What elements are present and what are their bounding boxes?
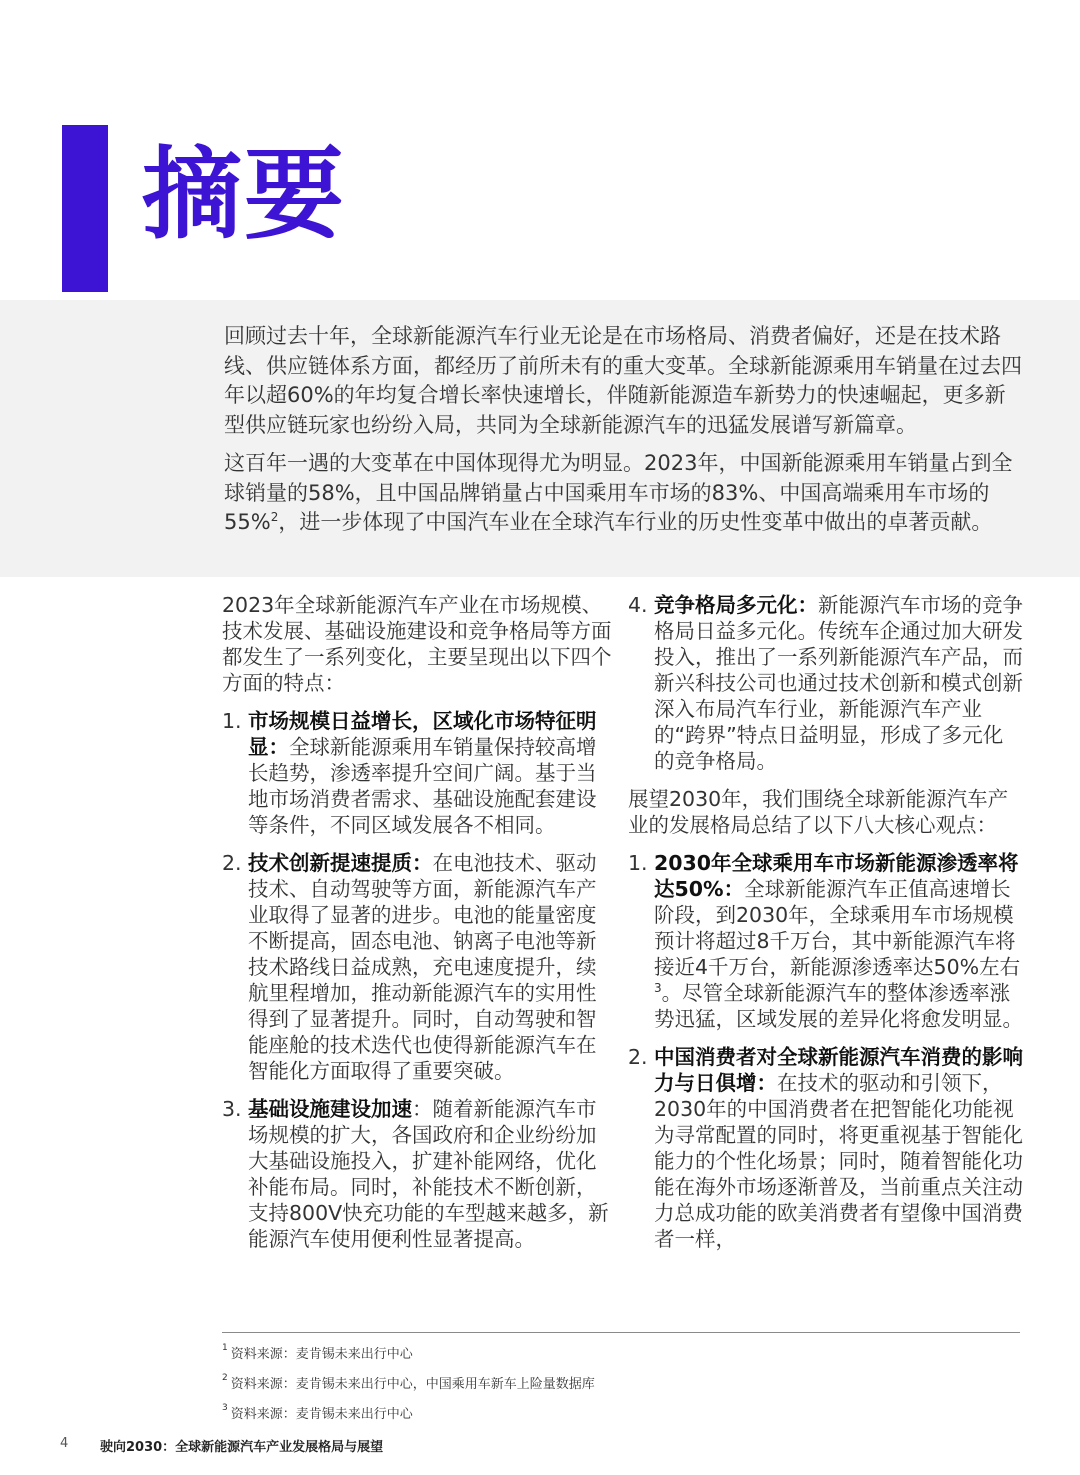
title-accent-bar [62,125,108,292]
page-number: 4 [60,1436,69,1451]
item-heading: 技术创新提速提质： [248,851,433,875]
list-item [222,708,614,838]
running-title: 驶向2030：全球新能源汽车产业发展格局与展望 [100,1440,384,1455]
list-number: 2. [628,1045,648,1069]
list-number: 4. [628,593,648,617]
list-number: 1. [222,709,242,733]
list-item [628,592,1023,774]
item-heading: 基础设施建设加速 [248,1097,412,1121]
item-heading: 市场规模日益增长，区域化市场特征明显： [248,709,597,759]
list-item [628,850,1023,1032]
item-heading: 2030年全球乘用车市场新能源渗透率将达50%： [654,851,1019,901]
intro-text [224,322,1024,547]
list-number: 1. [628,851,648,875]
item-text: 。尽管全球新能源汽车的整体渗透率涨势迅猛，区域发展的差异化将愈发明显。 [654,981,1023,1031]
outlook-paragraph: 展望2030年，我们围绕全球新能源汽车产业的发展格局总结了以下八大核心观点： [628,787,1009,837]
footnote-ref-2[interactable]: 2 [270,510,279,524]
list-number: 2. [222,851,242,875]
item-heading: 中国消费者对全球新能源汽车消费的影响力与日俱增： [654,1045,1023,1095]
right-column [628,592,1023,1264]
item-text: ：随着新能源汽车市场规模的扩大，各国政府和企业纷纷加大基础设施投入，扩建补能网络，优化补能布局。同时，补能技术不断创新，支持800V快充功能的车型越来越多，新能源汽车使用便利性显著提高。 [248,1097,609,1251]
list-number: 3. [222,1097,242,1121]
item-heading: 竞争格局多元化： [654,593,818,617]
footnote-1: $^1$ 资料来源：麦肯锡未来出行中心 [222,1343,413,1362]
footnote-ref-3[interactable]: 3 [654,981,662,996]
list-item [628,1044,1023,1252]
item-text: 全球新能源乘用车销量保持较高增长趋势，渗透率提升空间广阔。基于当地市场消费者需求、基础设施配套建设等条件，不同区域发展各不相同。 [248,735,597,837]
list-item [222,850,614,1084]
page-title: 摘要 [142,136,346,253]
footnote-divider [222,1332,1020,1333]
footnote-3: $^3$ 资料来源：麦肯锡未来出行中心 [222,1403,413,1422]
item-text: 新能源汽车市场的竞争格局日益多元化。传统车企通过加大研发投入，推出了一系列新能源汽车产品，而新兴科技公司也通过技术创新和模式创新深入布局汽车行业，新能源汽车产业的“跨界”特点日益明显，形成了多元化的竞争格局。 [654,593,1023,773]
intro-paragraph-1: 回顾过去十年，全球新能源汽车行业无论是在市场格局、消费者偏好，还是在技术路线、供应链体系方面，都经历了前所未有的重大变革。全球新能源乘用车销量在过去四年以超60%的年均复合增长率快速增长，伴随新能源造车新势力的快速崛起，更多新型供应链玩家也纷纷入局，共同为全球新能源汽车的迅猛发展谱写新篇章。 [224,324,1022,437]
intro-paragraph-2: 这百年一遇的大变革在中国体现得尤为明显。2023年，中国新能源乘用车销量占到全球销量的58%，且中国品牌销量占中国乘用车市场的83%、中国高端乘用车市场的55%$^2$，进一步体现了中国汽车业在全球汽车行业的历史性变革中做出的卓著贡献。 [224,451,1013,534]
item-text: 在电池技术、驱动技术、自动驾驶等方面，新能源汽车产业取得了显著的进步。电池的能量密度不断提高，固态电池、钠离子电池等新技术路线日益成熟，充电速度提升，续航里程增加，推动新能源汽车的实用性得到了显著提升。同时，自动驾驶和智能座舱的技术迭代也使得新能源汽车在智能化方面取得了重要突破。 [248,851,597,1083]
list-item [222,1096,614,1252]
left-column [222,592,614,1264]
item-text: 全球新能源汽车正值高速增长阶段，到2030年，全球乘用车市场规模预计将超过8千万台，其中新能源汽车将接近4千万台，新能源渗透率达50%左右 [654,877,1021,979]
footnote-2: $^2$ 资料来源：麦肯锡未来出行中心，中国乘用车新车上险量数据库 [222,1373,595,1392]
item-text: 在技术的驱动和引领下，2030年的中国消费者在把智能化功能视为寻常配置的同时，将更重视基于智能化能力的个性化场景；同时，随着智能化功能在海外市场逐渐普及，当前重点关注动力总成功能的欧美消费者有望像中国消费者一样， [654,1071,1023,1251]
left-lead-paragraph: 2023年全球新能源汽车产业在市场规模、技术发展、基础设施建设和竞争格局等方面都发生了一系列变化，主要呈现出以下四个方面的特点： [222,593,612,695]
